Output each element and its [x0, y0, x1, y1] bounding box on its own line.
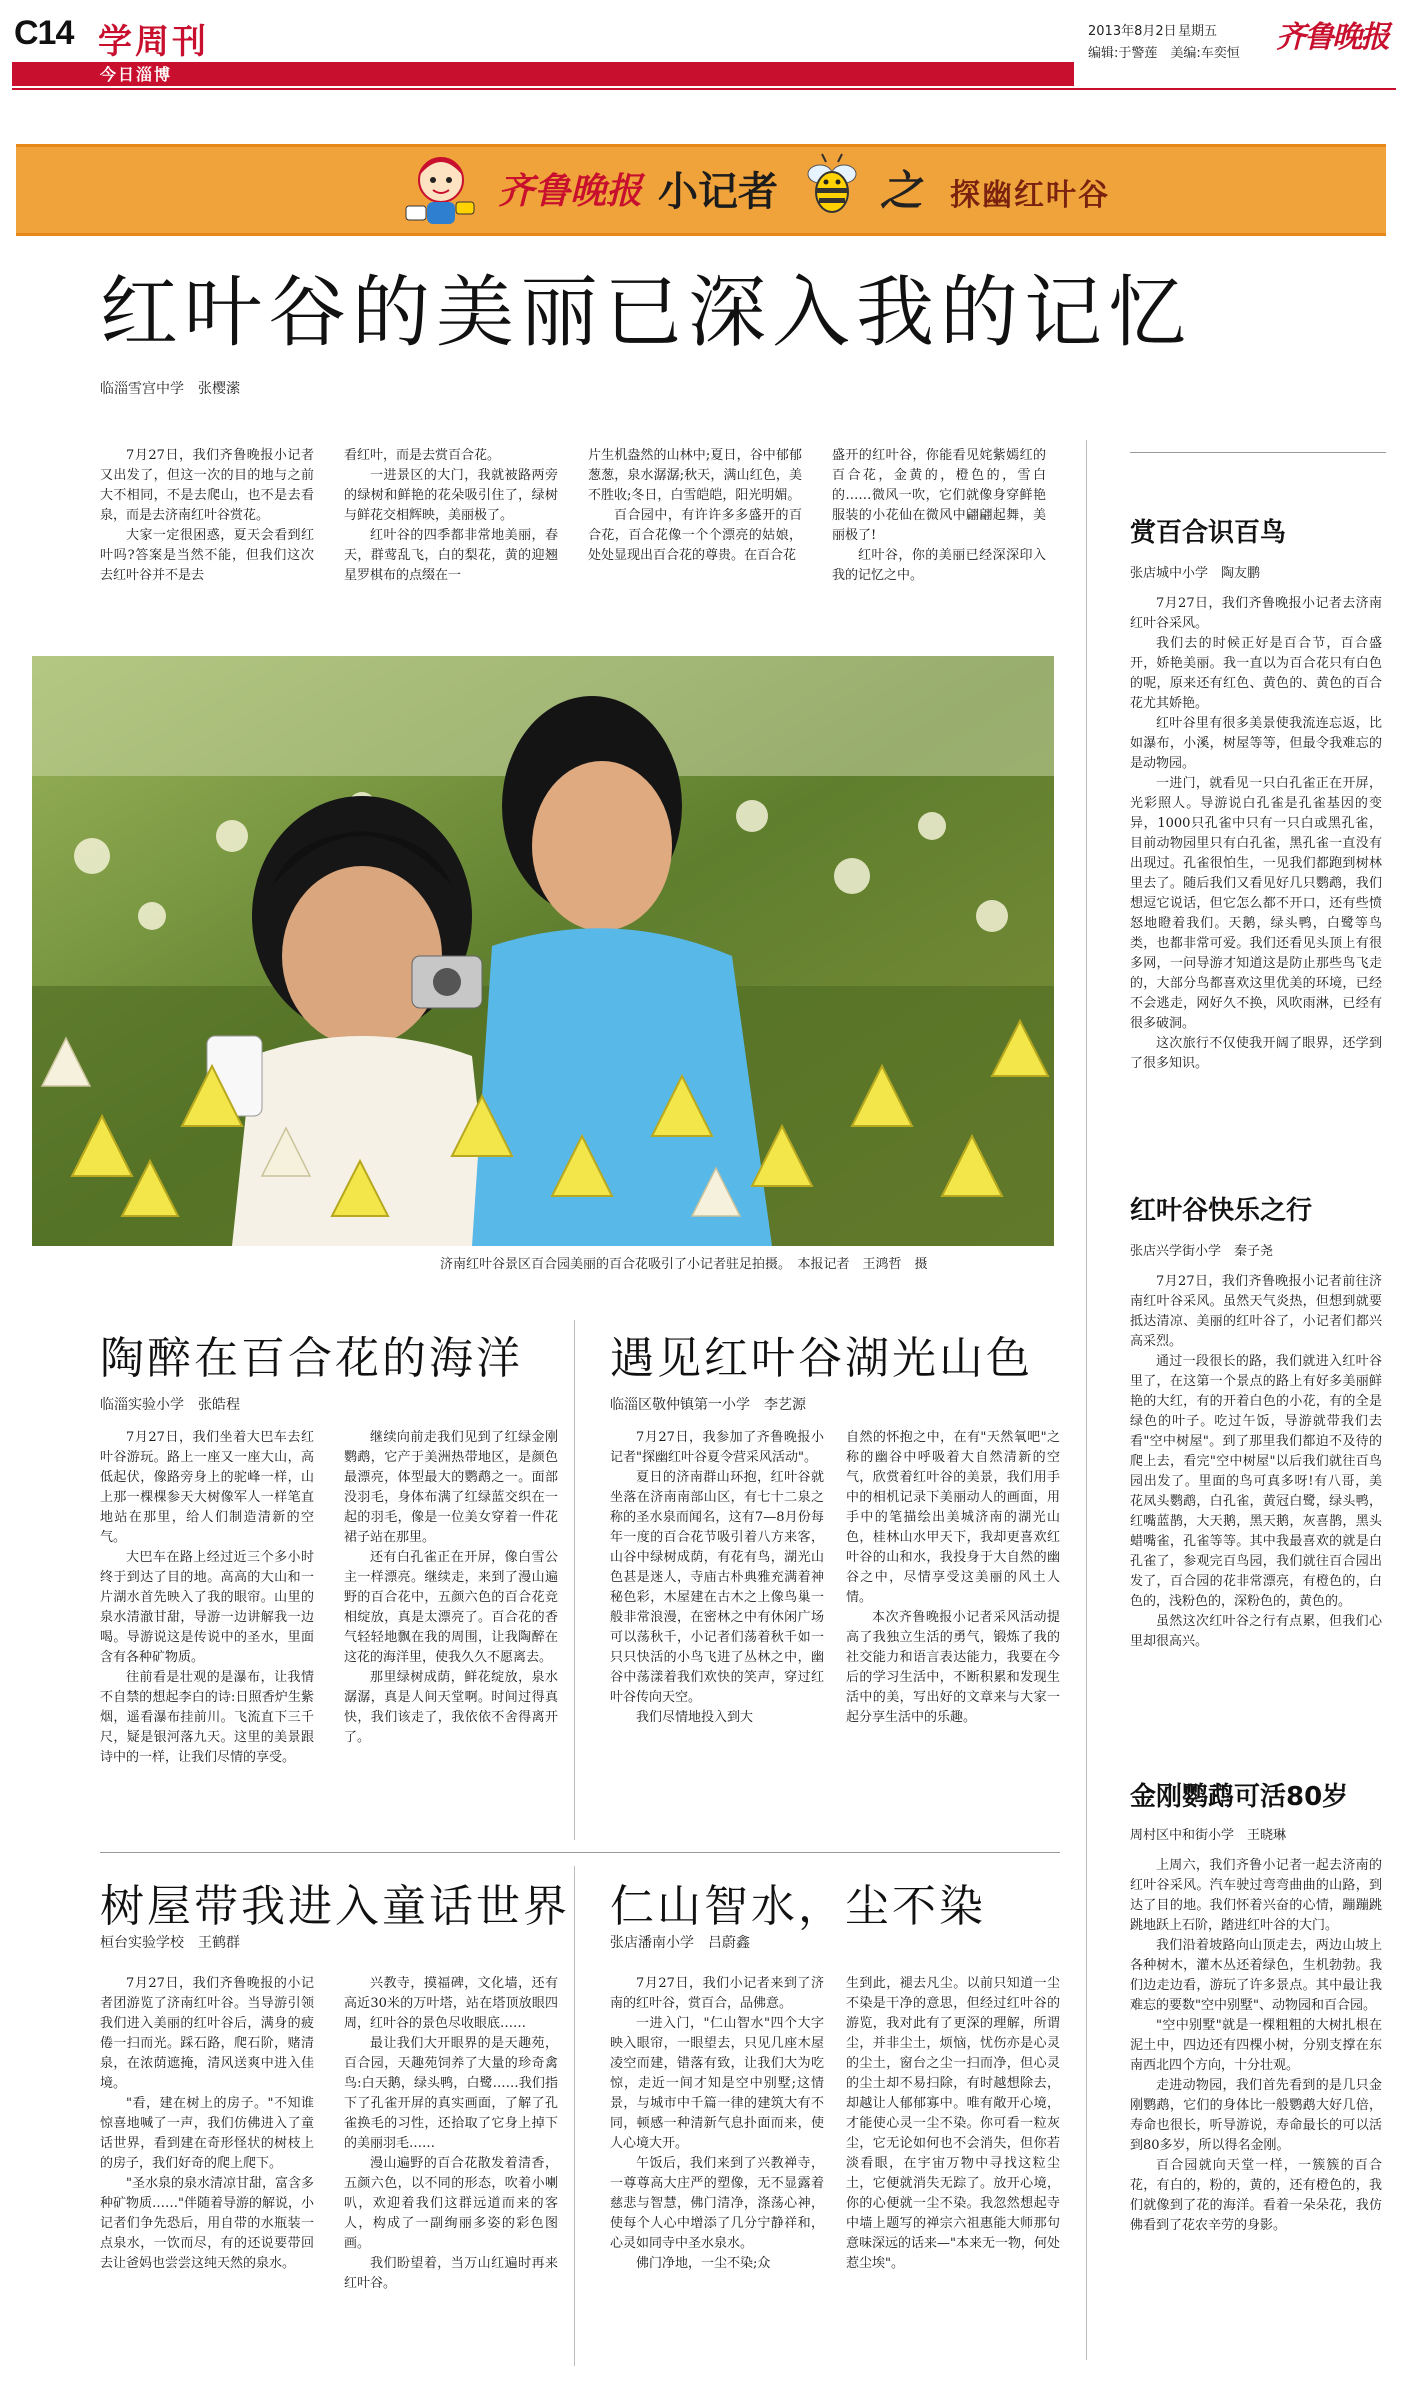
page-number: C14 — [14, 14, 74, 52]
banner-connector: 之 — [880, 166, 923, 215]
article-column — [610, 1428, 824, 1808]
newspaper-logo: 齐鲁晚报 — [1276, 20, 1388, 55]
banner-paper-name: 齐鲁晚报 — [498, 170, 643, 212]
paragraph: 红叶谷的四季都非常地美丽，春天，群莺乱飞，白的梨花，黄的迎翘星罗棋布的点缀在一 — [344, 528, 558, 583]
paragraph: 7月27日，我们齐鲁晚报的小记者团游览了济南红叶谷。当导游引领我们进入美丽的红叶谷后，满身的疲倦一扫而光。踩石路，爬石阶，赌清泉，在浓荫遮掩，清风送爽中进入佳境。 — [100, 1976, 314, 2091]
main-headline: 红叶谷的美丽已深入我的记忆 — [100, 268, 1193, 358]
sidebar-headline: 金刚鹦鹉可活80岁 — [1130, 1782, 1349, 1812]
paragraph: 漫山遍野的百合花散发着清香，五颜六色，以不同的形态，吹着小喇叭，欢迎着我们这群远道而来的客人，构成了一副绚丽多姿的彩色图画。 — [344, 2156, 558, 2251]
paragraph: 佛门净地，一尘不染;众 — [636, 2256, 771, 2271]
issue-weekday: 星期五 — [1178, 24, 1218, 39]
article-column — [100, 1428, 314, 1808]
mascot-icon — [398, 146, 484, 232]
bee-icon — [796, 148, 868, 220]
paragraph: 百合园就向天堂一样，一簇簇的百合花，有白的，粉的，黄的，还有橙色的，我们就像到了花的海洋。看着一朵朵花，我仿佛看到了花农辛劳的身影。 — [1130, 2158, 1382, 2233]
photo-caption: 济南红叶谷景区百合园美丽的百合花吸引了小记者驻足拍摄。 本报记者 王鸿哲 摄 — [440, 1257, 928, 1272]
paragraph: 大巴车在路上经过近三个多小时终于到达了目的地。高高的大山和一片湖水首先映入了我的眼帘。山里的泉水清澈甘甜，导游一边讲解我一边喝。导游说这是传说中的圣水，里面含有各种矿物质。 — [100, 1550, 314, 1665]
article-headline: 遇见红叶谷湖光山色 — [610, 1333, 1033, 1384]
sidebar-headline: 赏百合识百鸟 — [1130, 518, 1287, 548]
paragraph: 我们去的时候正好是百合节，百合盛开，娇艳美丽。我一直以为百合花只有白色的呢，原来还有红色、黄色的、黄色的百合花尤其娇艳。 — [1130, 636, 1382, 711]
article-column — [846, 1428, 1060, 1808]
paragraph: 兴教寺，摸福碑，文化墙，还有高近30米的万叶塔，站在塔顶放眼四周，红叶谷的景色尽收眼底…… — [344, 1976, 558, 2031]
sidebar-top-rule — [1130, 452, 1386, 453]
section-title: 学周刊 — [98, 22, 209, 62]
paragraph: 本次齐鲁晚报小记者采风活动提高了我独立生活的勇气，锻炼了我的社交能力和语言表达能力，我要在今后的学习生活中，不断积累和发现生活中的美，写出好的文章来与大家一起分享生活中的乐趣。 — [846, 1610, 1060, 1725]
sidebar-headline: 红叶谷快乐之行 — [1130, 1196, 1313, 1226]
article-column — [846, 1974, 1060, 2354]
section-divider — [100, 1852, 1060, 1853]
header-rule — [12, 88, 1396, 90]
paragraph: 7月27日，我们齐鲁晚报小记者前往济南红叶谷采风。虽然天气炎热，但想到就要抵达清凉、美丽的红叶谷了，小记者们都兴高采烈。 — [1130, 1274, 1382, 1349]
paragraph: 走进动物园，我们首先看到的是几只金刚鹦鹉，它们的身体比一般鹦鹉大好几倍，寿命也很长，听导游说，寿命最长的可以活到80多岁，所以得名金刚。 — [1130, 2078, 1382, 2153]
article-byline: 临淄区敬仲镇第一小学 李艺源 — [610, 1397, 806, 1413]
paragraph: 最让我们大开眼界的是天趣苑，百合园，天趣苑饲养了大量的珍奇禽鸟:白天鹅，绿头鸭，白鹭……我们指下了孔雀开屏的真实画面，了解了孔雀换毛的习性，还拾取了它身上掉下的美丽羽毛…… — [344, 2036, 558, 2151]
sidebar-byline: 张店兴学街小学 秦子尧 — [1130, 1244, 1274, 1259]
sidebar-divider — [1086, 440, 1087, 2360]
paragraph: 上周六，我们齐鲁小记者一起去济南的红叶谷采风。汽车驶过弯弯曲曲的山路，到达了目的地。我们怀着兴奋的心情，蹦蹦跳跳地跃上石阶，踏进红叶谷的大门。 — [1130, 1858, 1382, 1933]
paragraph: 盛开的红叶谷，你能看见姹紫嫣红的百合花，金黄的，橙色的，雪白的……微风一吹，它们就像身穿鲜艳服装的小花仙在微风中翩翩起舞，美丽极了! — [832, 448, 1046, 543]
article-column — [100, 1974, 314, 2354]
sidebar-article-body — [1130, 1272, 1382, 1772]
paragraph: 生到此，褪去凡尘。以前只知道一尘不染是干净的意思，但经过红叶谷的游览，我对此有了更深的理解，所谓尘，并非尘土，烦恼，忧伤亦是心灵的尘土，窗台之尘一扫而净，但心灵的尘土却不易扫除，有时越想除去，却越让人郁郁寡中。唯有敞开心境，才能使心灵一尘不染。你可看一粒灰尘，它无论如何也不会消失，但你若淡看眼，在宇宙万物中寻找这粒尘土，它便就消失无踪了。放开心境，你的心便就一尘不染。我忽然想起寺中墙上题写的禅宗六祖惠能大师那句意味深远的话来—"本来无一物，何处惹尘埃"。 — [846, 1976, 1060, 2271]
paragraph: 继续向前走我们见到了红绿金刚鹦鹉，它产于美洲热带地区，是颜色最漂亮，体型最大的鹦鹉之一。面部没羽毛，身体布满了红绿蓝交织在一起的羽毛，像是一位美女穿着一件花裙子站在那里。 — [344, 1430, 558, 1545]
paragraph: 我们沿着坡路向山顶走去，两边山坡上各种树木，灌木丛还着绿色，生机勃勃。我们边走边看，游玩了许多景点。其中最让我难忘的要数"空中别墅"、动物园和百合园。 — [1130, 1938, 1382, 2013]
paragraph: 夏日的济南群山环抱，红叶谷就坐落在济南南部山区，有七十二泉之称的圣水泉而闻名，这有7—8月份每年一度的百合花节吸引着八方来客，山谷中绿树成荫，有花有鸟，湖光山色甚是迷人，寺庙古朴典雅充满着神秘色彩，木屋建在古木之上像鸟巢一般非常浪漫，在密林之中有休闲广场可以荡秋千，小记者们荡着秋千如一只只快活的小鸟飞进了丛林之中，幽谷中荡漾着我们欢快的笑声，穿过红叶谷传向天空。 — [610, 1470, 824, 1705]
column-divider — [574, 1866, 575, 2366]
paragraph: 7月27日，我们坐着大巴车去红叶谷游玩。路上一座又一座大山，高低起伏，像路旁身上的驼峰一样，山上那一棵棵参天大树像军人一样笔直地站在那里，给人们制造清新的空气。 — [100, 1430, 314, 1545]
paragraph: 这次旅行不仅使我开阔了眼界，还学到了很多知识。 — [1130, 1036, 1382, 1071]
paragraph: 通过一段很长的路，我们就进入红叶谷里了，在这第一个景点的路上有好多美丽鲜艳的大红，有的开着白色的小花，有的全是绿色的叶子。吃过午饭，导游就带我们去看"空中树屋"。到了那里我们都迫不及待的爬上去，看完"空中树屋"以后我们就往百鸟园出发了。里面的鸟可真多呀!有八哥，美花凤头鹦鹉，白孔雀，黄冠白鹭，绿头鸭，红嘴蓝鹊，大天鹅，黑天鹅，灰喜鹊，黑头蜡嘴雀，孔雀等等。其中我最喜欢的就是白孔雀了，参观完百鸟园，我们就往百合园出发了，百合园的花非常漂亮，有橙色的，白色的，浅粉色的，深粉色的，黄色的。 — [1130, 1354, 1382, 1609]
paragraph: 大家一定很困惑，夏天会看到红叶吗?答案是当然不能，但我们这次去红叶谷并不是去 — [100, 528, 314, 583]
main-column-2 — [344, 446, 558, 646]
main-byline: 临淄雪宫中学 张樱潆 — [100, 381, 240, 397]
banner-reporter-label: 小记者 — [658, 169, 778, 215]
paragraph: "空中别墅"就是一棵粗粗的大树扎根在泥土中，四边还有四棵小树，分别支撑在东南西北四个方向，十分壮观。 — [1130, 2018, 1382, 2073]
news-photo — [32, 656, 1054, 1246]
paragraph: 自然的怀抱之中，在有"天然氧吧"之称的幽谷中呼吸着大自然清新的空气，欣赏着红叶谷的美景，我们用手中的相机记录下美丽动人的画面，用手中的笔描绘出美城济南的湖光山色，桂林山水甲天下，我却更喜欢红叶谷的山和水，我投身于大自然的幽谷之中，尽情享受这美丽的风土人情。 — [846, 1430, 1060, 1605]
paragraph: 那里绿树成荫，鲜花绽放，泉水潺潺，真是人间天堂啊。时间过得真快，我们该走了，我依依不舍得离开了。 — [344, 1670, 558, 1745]
paragraph: 红叶谷，你的美丽已经深深印入我的记忆之中。 — [832, 548, 1046, 583]
paragraph: 7月27日，我们齐鲁晚报小记者去济南红叶谷采风。 — [1130, 596, 1382, 631]
article-headline: 陶醉在百合花的海洋 — [100, 1333, 523, 1384]
column-divider — [574, 1320, 575, 1840]
paragraph: 我们尽情地投入到大 — [636, 1710, 754, 1725]
article-headline: 仁山智水，尘不染 — [610, 1881, 986, 1932]
article-column — [344, 1974, 558, 2354]
sidebar-byline: 张店城中小学 陶友鹏 — [1130, 566, 1261, 581]
subsection-label: 今日淄博 — [100, 65, 173, 84]
article-column — [344, 1428, 558, 1808]
article-byline: 临淄实验小学 张皓程 — [100, 1397, 240, 1413]
paragraph: 7月27日，我们齐鲁晚报小记者又出发了，但这一次的目的地与之前大不相同，不是去爬山，也不是去看泉，而是去济南红叶谷赏花。 — [100, 448, 314, 523]
paragraph: 百合园中，有许许多多盛开的百合花，百合花像一个个漂亮的姑娘，处处显现出百合花的尊贵。在百合花 — [588, 508, 802, 563]
article-headline: 树屋带我进入童话世界 — [100, 1881, 570, 1932]
paragraph: 7月27日，我参加了齐鲁晚报小记者"探幽红叶谷夏令营采风活动"。 — [610, 1430, 824, 1465]
paragraph: 一进入门，"仁山智水"四个大字映入眼帘，一眼望去，只见几座木屋凌空而建，错落有致，让我们大为吃惊，走近一间才知是空中别墅;这情景，与城市中千篇一律的建筑大有不同，顿感一种清新气息扑面而来，使人心境大开。 — [610, 2016, 824, 2151]
paragraph: "看，建在树上的房子。"不知谁惊喜地喊了一声，我们仿佛进入了童话世界，看到建在奇形怪状的树枝上的房子，我们好奇的爬上爬下。 — [100, 2096, 314, 2171]
sidebar-article-body — [1130, 594, 1382, 1154]
paragraph: "圣水泉的泉水清凉甘甜，富含多种矿物质……"伴随着导游的解说，小记者们争先恐后，用自带的水瓶装一点泉水，一饮而尽，有的还说要带回去让爸妈也尝尝这纯天然的泉水。 — [100, 2176, 314, 2271]
paragraph: 还有白孔雀正在开屏，像白雪公主一样漂亮。继续走，来到了漫山遍野的百合花中，五颜六色的百合花竞相绽放，真是太漂亮了。百合花的香气轻轻地飘在我的周围，让我陶醉在这花的海洋里，使我久久不愿离去。 — [344, 1550, 558, 1665]
editor-credits: 编辑:于警莲 美编:车奕恒 — [1088, 46, 1240, 61]
paragraph: 一进门，就看见一只白孔雀正在开屏，光彩照人。导游说白孔雀是孔雀基因的变异，1000只孔雀中只有一只白或黑孔雀，目前动物园里只有白孔雀，黑孔雀一直没有出现过。孔雀很怕生，一见我们都跑到树林里去了。随后我们又看见好几只鹦鹉，我们想逗它说话，但它怎么都不开口，还有些愤怒地瞪着我们。天鹅，绿头鸭，白鹭等鸟类，也都非常可爱。我们还看见头顶上有很多网，一问导游才知道这是防止那些鸟飞走的，大部分鸟都喜欢这里优美的环境，已经不会逃走，网好久不换，风吹雨淋，已经有很多破洞。 — [1130, 776, 1382, 1031]
paragraph: 片生机盎然的山林中;夏日，谷中郁郁葱葱，泉水潺潺;秋天，满山红色，美不胜收;冬日，白雪皑皑，阳光明媚。 — [588, 448, 802, 503]
sidebar-article-body — [1130, 1856, 1382, 2366]
paragraph: 午饭后，我们来到了兴教禅寺，一尊尊高大庄严的塑像，无不显露着慈悲与智慧，佛门清净，涤荡心神，使每个人心中增添了几分宁静祥和，心灵如同寺中圣水泉水。 — [610, 2156, 824, 2251]
sidebar-byline: 周村区中和街小学 王晓琳 — [1130, 1828, 1287, 1843]
main-column-4 — [832, 446, 1046, 646]
paragraph: 往前看是壮观的是瀑布，让我情不自禁的想起李白的诗:日照香炉生紫烟，遥看瀑布挂前川。飞流直下三千尺，疑是银河落九天。这里的美景跟诗中的一样，让我们尽情的享受。 — [100, 1670, 314, 1765]
issue-date: 2013年8月2日 — [1088, 24, 1177, 39]
article-byline: 张店潘南小学 吕蔚鑫 — [610, 1935, 750, 1951]
paragraph: 一进景区的大门，我就被路两旁的绿树和鲜艳的花朵吸引住了，绿树与鲜花交相辉映，美丽极了。 — [344, 468, 558, 523]
paragraph: 我们盼望着，当万山红遍时再来红叶谷。 — [344, 2256, 558, 2291]
paragraph: 虽然这次红叶谷之行有点累，但我们心里却很高兴。 — [1130, 1614, 1382, 1649]
paragraph: 7月27日，我们小记者来到了济南的红叶谷，赏百合，品佛意。 — [610, 1976, 824, 2011]
paragraph: 红叶谷里有很多美景使我流连忘返，比如瀑布，小溪，树屋等等，但最令我难忘的是动物园。 — [1130, 716, 1382, 771]
article-byline: 桓台实验学校 王鹤群 — [100, 1935, 240, 1951]
article-column — [610, 1974, 824, 2354]
main-column-3 — [588, 446, 802, 646]
main-column-1 — [100, 446, 314, 646]
paragraph: 看红叶，而是去赏百合花。 — [344, 448, 501, 463]
banner-topic: 探幽红叶谷 — [950, 178, 1110, 213]
